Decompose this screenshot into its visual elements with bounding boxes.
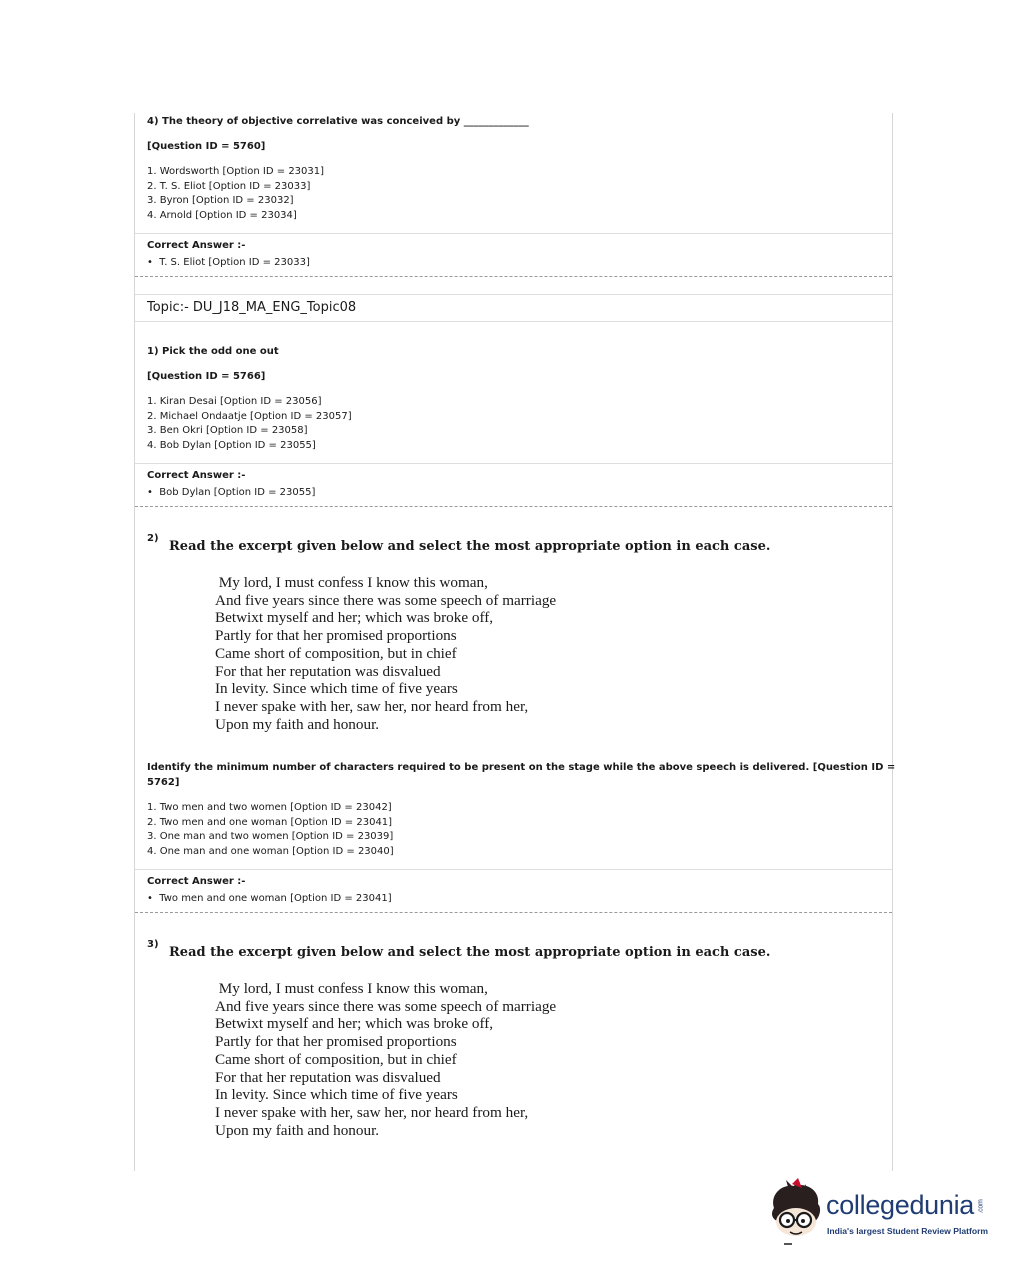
question-3-instruction: Read the excerpt given below and select the most appropriate option in each case.	[169, 945, 771, 960]
bullet-icon: •	[147, 893, 153, 904]
question-3-excerpt	[215, 980, 972, 1139]
option: 1. Wordsworth [Option ID = 23031]	[147, 166, 325, 177]
logo-wordmark: collegedunia	[826, 1190, 975, 1220]
excerpt-line: In levity. Since which time of five years	[215, 680, 458, 698]
topic-title: Topic:- DU_J18_MA_ENG_Topic08	[147, 300, 357, 315]
correct-answer-label: Correct Answer :-	[147, 876, 246, 887]
excerpt-line: And five years since there was some speech of marriage	[215, 591, 557, 609]
divider	[135, 294, 892, 295]
option: 1. Kiran Desai [Option ID = 23056]	[147, 396, 322, 407]
excerpt-line: Betwixt myself and her; which was broke off,	[215, 1015, 494, 1033]
divider	[135, 869, 892, 870]
question-3-number: 3)	[147, 939, 159, 950]
answer-text: Bob Dylan [Option ID = 23055]	[159, 487, 316, 498]
excerpt-line: And five years since there was some speech of marriage	[215, 997, 557, 1015]
option: 2. T. S. Eliot [Option ID = 23033]	[147, 180, 311, 192]
question-4-options	[135, 165, 904, 223]
option: 3. Byron [Option ID = 23032]	[147, 195, 294, 207]
question-2-excerpt	[215, 574, 972, 733]
answer-text: T. S. Eliot [Option ID = 23033]	[159, 257, 310, 268]
excerpt-line: For that her reputation was disvalued	[215, 1068, 441, 1086]
correct-answer	[135, 486, 904, 501]
question-1-options	[135, 395, 904, 453]
question-4-id: [Question ID = 5760]	[147, 141, 266, 152]
answer-text: Two men and one woman [Option ID = 23041]	[159, 893, 392, 904]
correct-answer-label: Correct Answer :-	[147, 240, 246, 251]
excerpt-line: I never spake with her, saw her, nor heard from her,	[215, 697, 529, 715]
divider	[135, 233, 892, 234]
question-1-id: [Question ID = 5766]	[147, 371, 266, 382]
dashed-divider	[135, 276, 892, 277]
excerpt-line: My lord, I must confess I know this woman,	[215, 574, 488, 591]
divider	[135, 463, 892, 464]
question-line: 5762]	[147, 776, 180, 788]
option: 4. Bob Dylan [Option ID = 23055]	[147, 439, 316, 451]
option: 2. Two men and one woman [Option ID = 23041]	[147, 816, 393, 828]
correct-answer-label: Correct Answer :-	[147, 470, 246, 481]
excerpt-line: Came short of composition, but in chief	[215, 1050, 457, 1068]
excerpt-line: Upon my faith and honour.	[215, 1121, 380, 1139]
excerpt-line: Came short of composition, but in chief	[215, 644, 457, 662]
question-4-text: 4) The theory of objective correlative was conceived by _____________	[147, 116, 529, 127]
question-2-text	[135, 761, 904, 790]
excerpt-line: Partly for that her promised proportions	[215, 627, 457, 645]
correct-answer	[135, 892, 904, 907]
option: 1. Two men and two women [Option ID = 23042]	[147, 802, 392, 813]
option: 4. One man and one woman [Option ID = 23040]	[147, 845, 394, 857]
excerpt-line: My lord, I must confess I know this woman,	[215, 980, 488, 997]
option: 4. Arnold [Option ID = 23034]	[147, 209, 297, 221]
excerpt-line: Betwixt myself and her; which was broke off,	[215, 609, 494, 627]
excerpt-line: In levity. Since which time of five years	[215, 1086, 458, 1104]
mascot-icon	[766, 1178, 828, 1248]
option: 3. One man and two women [Option ID = 23039]	[147, 831, 394, 843]
question-2-number: 2)	[147, 533, 159, 544]
option: 3. Ben Okri [Option ID = 23058]	[147, 425, 308, 437]
document-frame	[134, 113, 896, 1171]
excerpt-line: I never spake with her, saw her, nor heard from her,	[215, 1103, 529, 1121]
bullet-icon: •	[147, 487, 153, 498]
divider	[135, 321, 892, 322]
question-1-text: 1) Pick the odd one out	[147, 346, 279, 357]
option: 2. Michael Ondaatje [Option ID = 23057]	[147, 410, 352, 422]
excerpt-line: Upon my faith and honour.	[215, 715, 380, 733]
question-2-instruction: Read the excerpt given below and select the most appropriate option in each case.	[169, 539, 771, 554]
excerpt-line: For that her reputation was disvalued	[215, 662, 441, 680]
correct-answer	[135, 256, 904, 271]
logo-tagline: India's largest Student Review Platform	[827, 1226, 989, 1236]
dashed-divider	[135, 912, 892, 913]
logo-suffix: .com	[977, 1199, 985, 1214]
excerpt-line: Partly for that her promised proportions	[215, 1033, 457, 1051]
collegedunia-logo[interactable]	[766, 1178, 996, 1248]
question-2-options	[135, 801, 904, 859]
question-line: Identify the minimum number of characters required to be present on the stage while the above speech is delivered. [Question ID =	[147, 762, 896, 773]
bullet-icon: •	[147, 257, 153, 268]
dashed-divider	[135, 506, 892, 507]
